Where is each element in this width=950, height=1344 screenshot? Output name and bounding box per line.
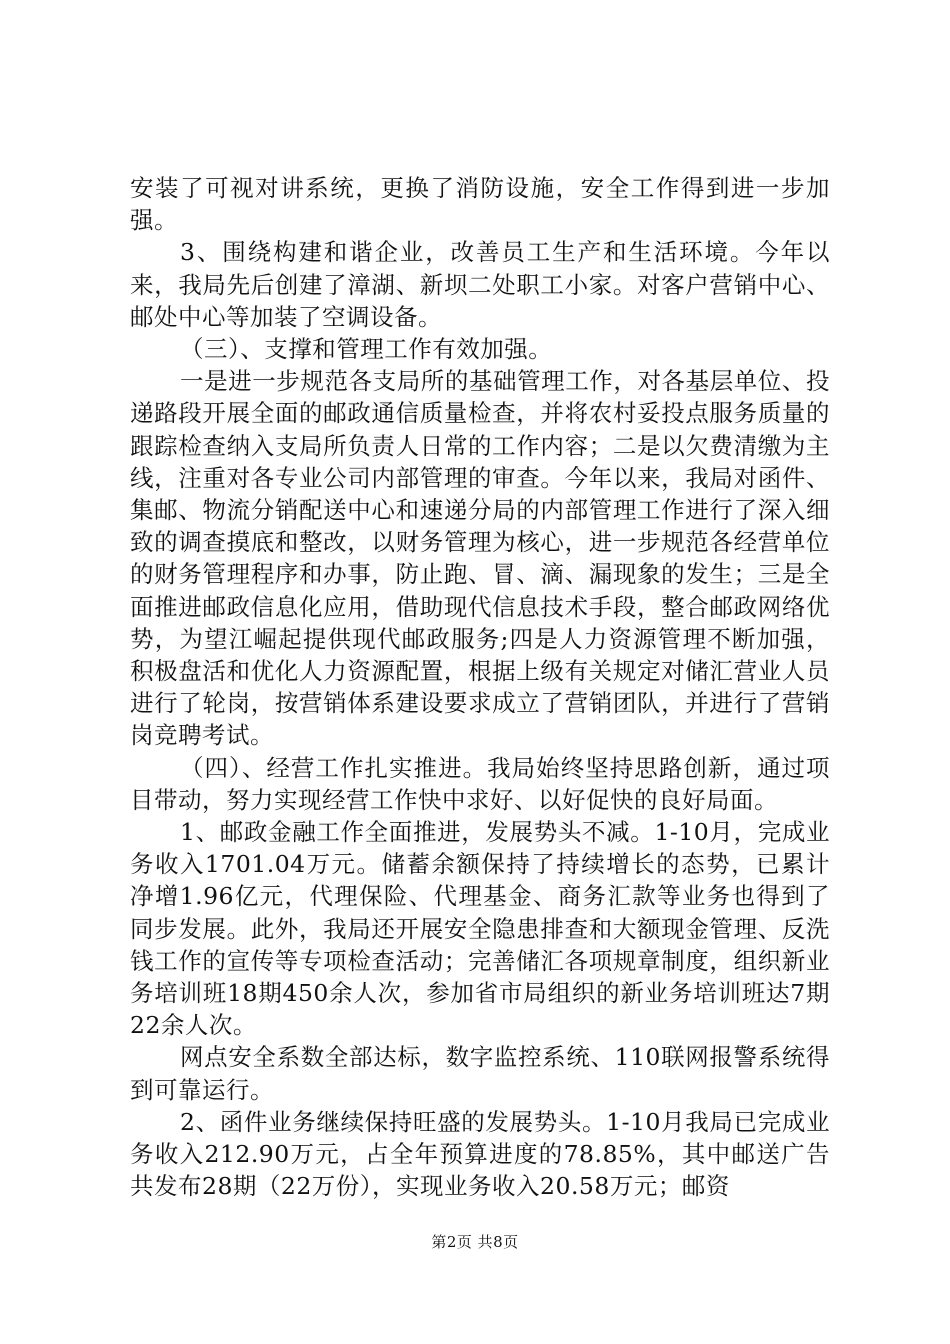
paragraph-4: 一是进一步规范各支局所的基础管理工作，对各基层单位、投递路段开展全面的邮政通信质量检查，并将农村妥投点服务质量的跟踪检查纳入支局所负责人日常的工作内容；二是以欠费清缴为主线，注重对各专业公司内部管理的审查。今年以来，我局对函件、集邮、物流分销配送中心和速递分局的内部管理工作进行了深入细致的调查摸底和整改，以财务管理为核心，进一步规范各经营单位的财务管理程序和办事，防止跑、冒、滴、漏现象的发生；三是全面推进邮政信息化应用，借助现代信息技术手段，整合邮政网络优势，为望江崛起提供现代邮政服务;四是人力资源管理不断加强，积极盘活和优化人力资源配置，根据上级有关规定对储汇营业人员进行了轮岗，按营销体系建设要求成立了营销团队，并进行了营销岗竞聘考试。 [130,367,830,750]
page-number-footer: 第2页 共8页 [431,1233,519,1251]
paragraph-7: 网点安全系数全部达标，数字监控系统、110联网报警系统得到可靠运行。 [130,1043,830,1104]
paragraph-5: （四）、经营工作扎实推进。我局始终坚持思路创新，通过项目带动，努力实现经营工作快中求好、以好促快的良好局面。 [130,753,830,814]
document-body [130,172,830,1203]
paragraph-1: 安装了可视对讲系统，更换了消防设施，安全工作得到进一步加强。 [130,174,830,235]
paragraph-2: 3、围绕构建和谐企业，改善员工生产和生活环境。今年以来，我局先后创建了漳湖、新坝二处职工小家。对客户营销中心、邮处中心等加装了空调设备。 [130,238,830,331]
paragraph-8: 2、函件业务继续保持旺盛的发展势头。1-10月我局已完成业务收入212.90万元，占全年预算进度的78.85%，其中邮送广告共发布28期（22万份），实现业务收入20.58万元；邮资 [130,1107,830,1201]
paragraph-6: 1、邮政金融工作全面推进，发展势头不减。1-10月，完成业务收入1701.04万元。储蓄余额保持了持续增长的态势，已累计净增1.96亿元，代理保险、代理基金、商务汇款等业务也得到了同步发展。此外，我局还开展安全隐患排查和大额现金管理、反洗钱工作的宣传等专项检查活动；完善储汇各项规章制度，组织新业务培训班18期450余人次，参加省市局组织的新业务培训班达7期22余人次。 [130,818,830,1040]
paragraph-3: （三）、支撑和管理工作有效加强。 [180,335,553,364]
